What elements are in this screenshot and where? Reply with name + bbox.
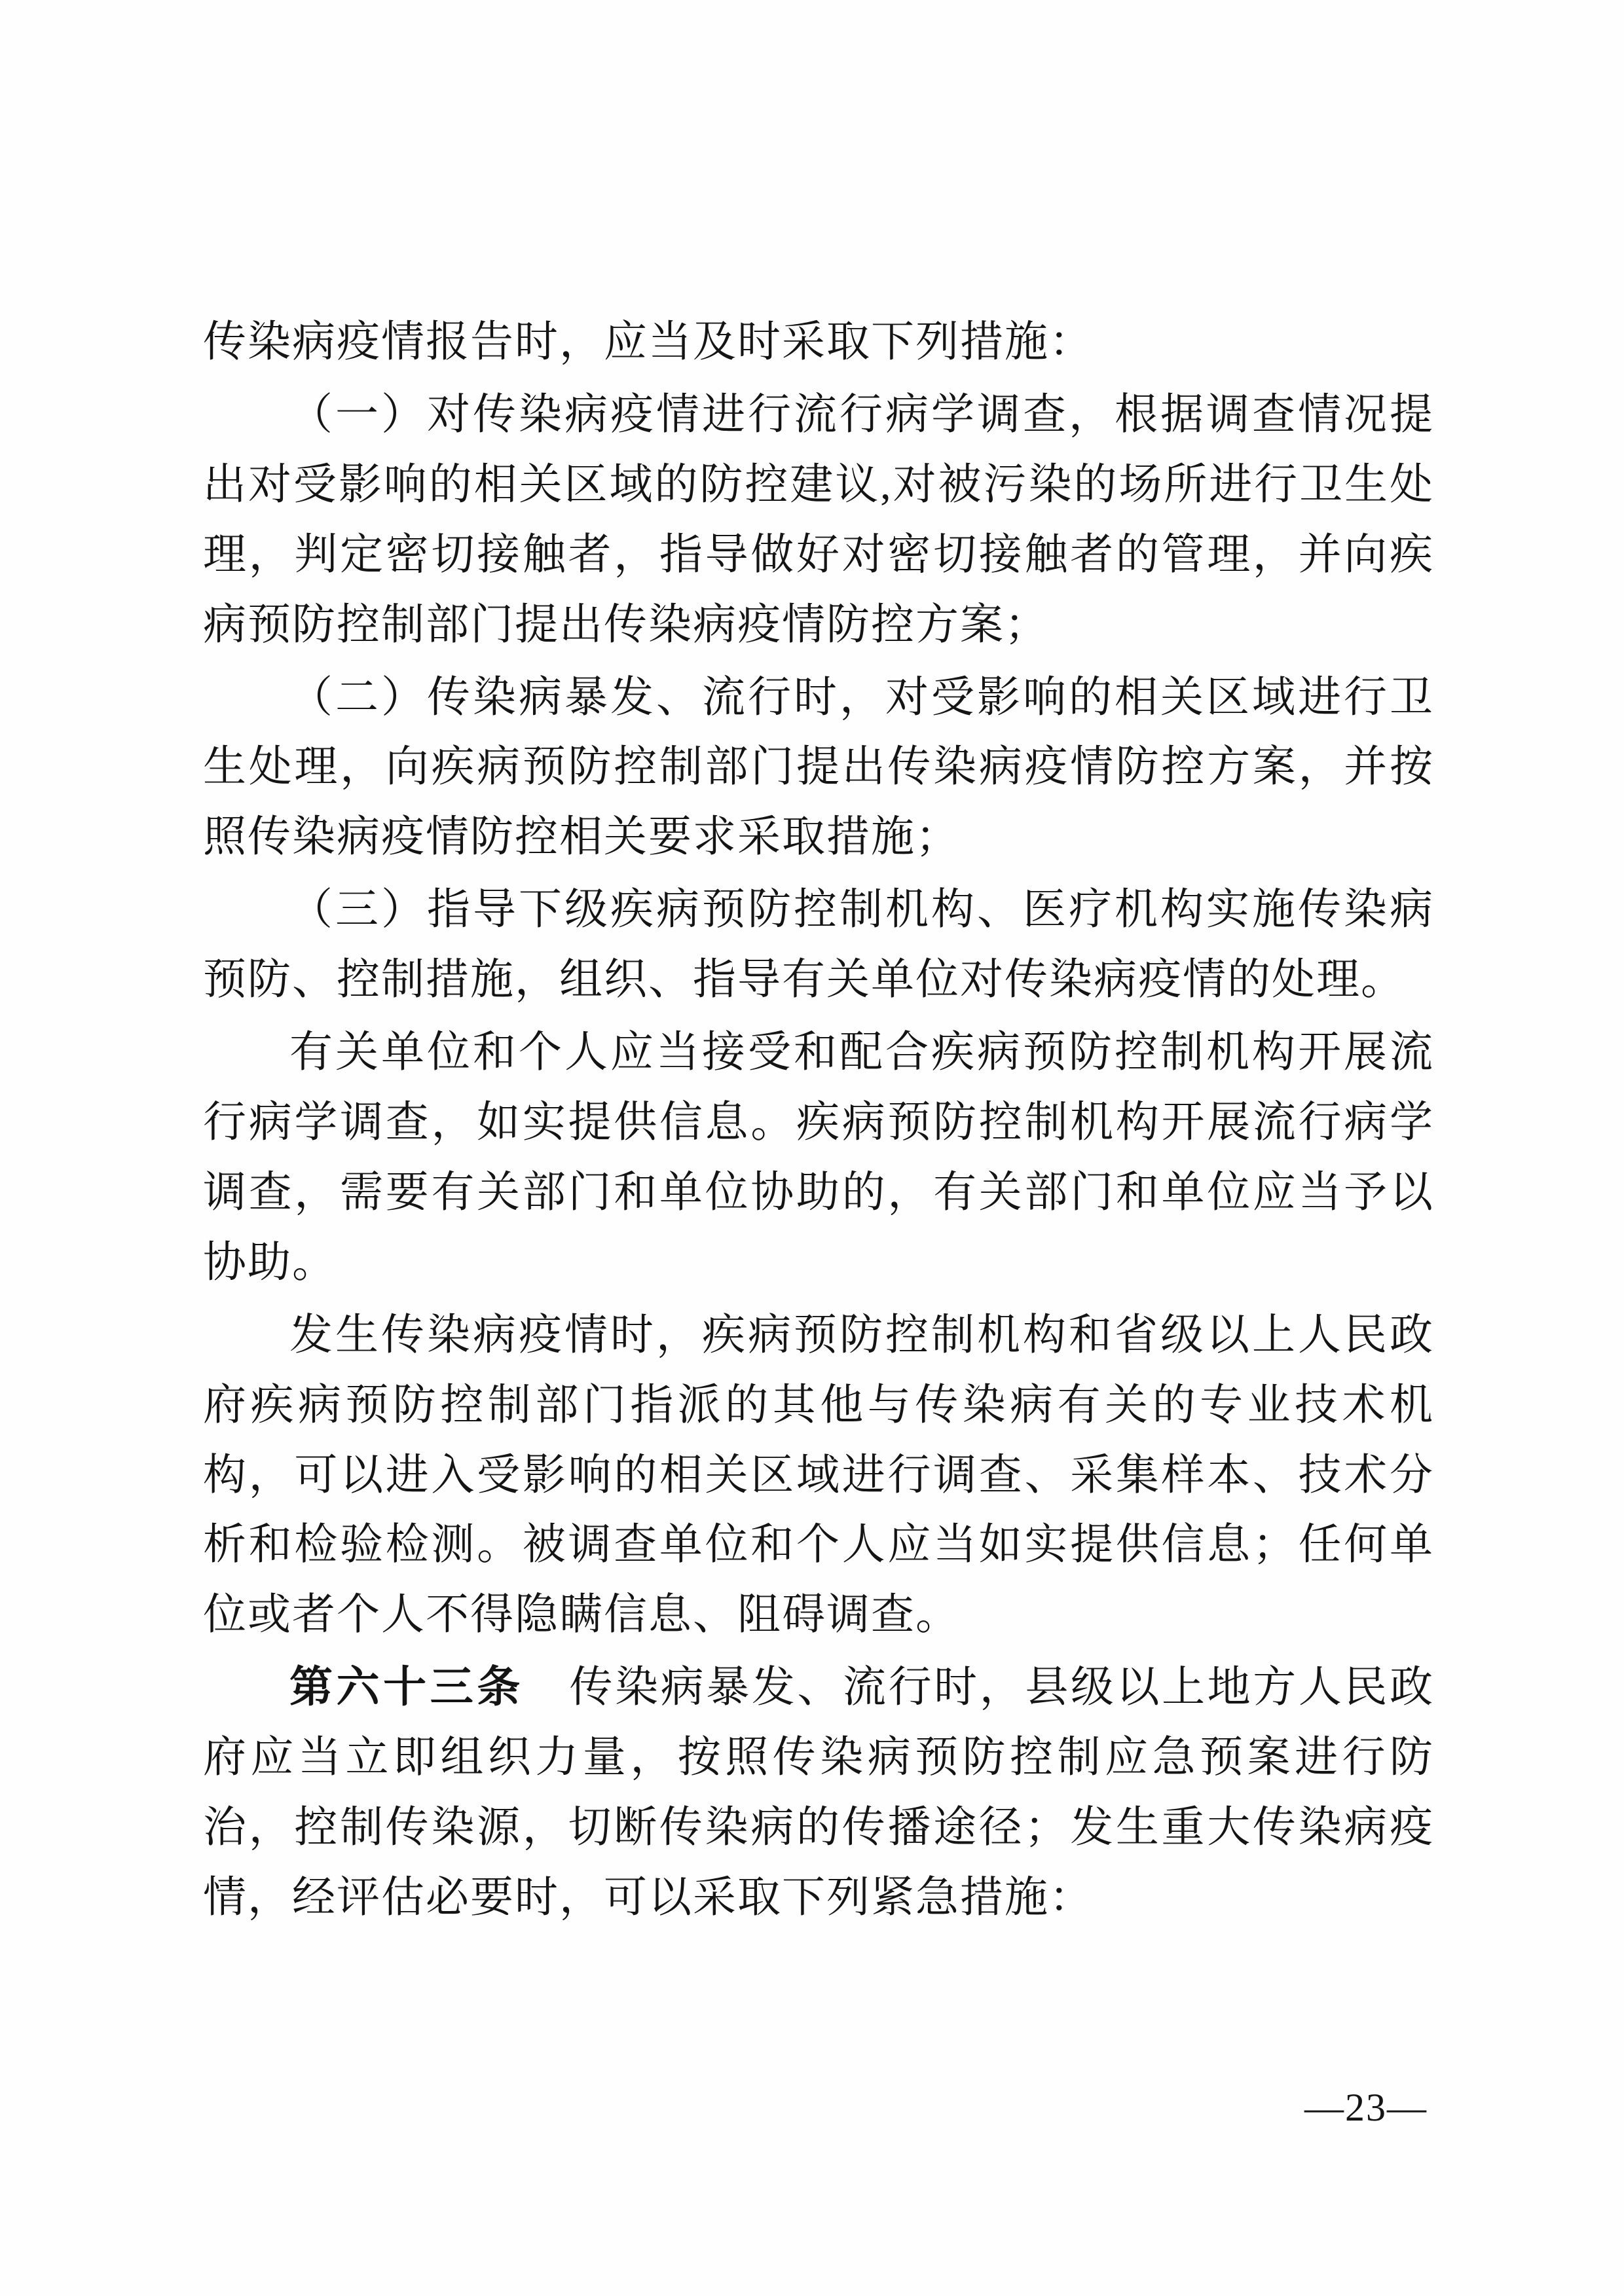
paragraph-cooperation: 有关单位和个人应当接受和配合疾病预防控制机构开展流行病学调查，如实提供信息。疾病预防控制机构开展流行病学调查，需要有关部门和单位协助的，有关部门和单位应当予以协助。 <box>203 1029 1434 1286</box>
page-body <box>203 308 1434 1936</box>
page-number: —23— <box>1304 2086 1428 2129</box>
article-body: 传染病暴发、流行时，县级以上地方人民政府应当立即组织力量，按照传染病预防控制应急预案进行防治，控制传染源，切断传染病的传播途径；发生重大传染病疫情，经评估必要时，可以采取下列紧急措施： <box>203 1664 1435 1922</box>
paragraph-item-3: （三）指导下级疾病预防控制机构、医疗机构实施传染病预防、控制措施，组织、指导有关单位对传染病疫情的处理。 <box>203 886 1434 1004</box>
article-number: 第六十三条 <box>289 1664 524 1712</box>
paragraph-item-2: （二）传染病暴发、流行时，对受影响的相关区域进行卫生处理，向疾病预防控制部门提出传染病疫情防控方案，并按照传染病疫情防控相关要求采取措施； <box>203 673 1434 862</box>
paragraph-outbreak-response: 发生传染病疫情时，疾病预防控制机构和省级以上人民政府疾病预防控制部门指派的其他与传染病有关的专业技术机构，可以进入受影响的相关区域进行调查、采集样本、技术分析和检验检测。被调查单位和个人应当如实提供信息；任何单位或者个人不得隐瞒信息、阻碍调查。 <box>203 1311 1434 1639</box>
paragraph-continuation: 传染病疫情报告时，应当及时采取下列措施： <box>203 318 1094 366</box>
paragraph-item-1: （一）对传染病疫情进行流行病学调查，根据调查情况提出对受影响的相关区域的防控建议,对被污染的场所进行卫生处理，判定密切接触者，指导做好对密切接触者的管理，并向疾病预防控制部门提出传染病疫情防控方案； <box>203 390 1434 649</box>
paragraph-article-63 <box>203 1653 1434 1933</box>
